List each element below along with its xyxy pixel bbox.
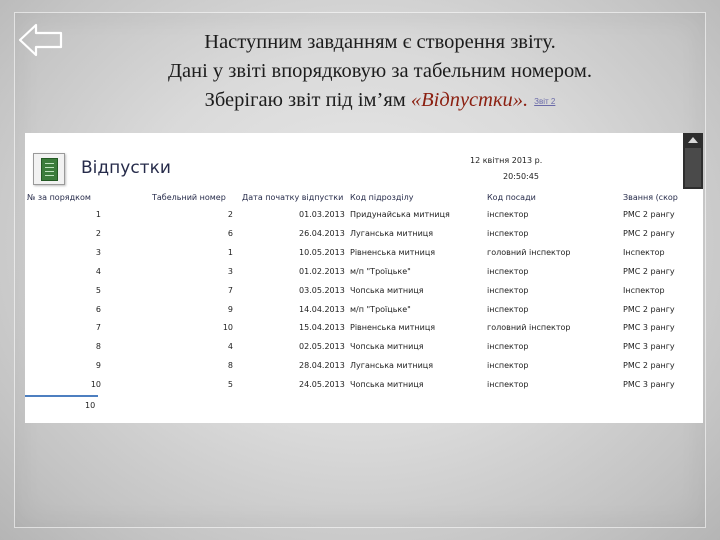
- report-icon: [33, 153, 65, 185]
- cell-department: Луганська митниця: [350, 361, 434, 371]
- cell-rank: Інспектор: [623, 247, 665, 257]
- cell-position: інспектор: [487, 380, 529, 390]
- cell-vacation-start: 02.05.2013: [299, 342, 345, 352]
- cell-department: Придунайська митниця: [350, 210, 450, 219]
- table-row: [25, 320, 703, 338]
- cell-department: Чопська митниця: [350, 285, 424, 295]
- cell-rank: РМС 2 рангу: [623, 266, 675, 276]
- column-header-position: Код посади: [487, 193, 536, 202]
- cell-rank: РМС 2 рангу: [623, 210, 675, 219]
- slide-title: [100, 28, 660, 116]
- cell-vacation-start: 14.04.2013: [299, 304, 345, 314]
- cell-vacation-start: 15.04.2013: [299, 323, 345, 333]
- cell-position: головний інспектор: [487, 323, 571, 333]
- cell-position: інспектор: [487, 342, 529, 352]
- cell-vacation-start: 01.03.2013: [299, 210, 345, 219]
- column-header-order: № за порядком: [27, 193, 91, 202]
- table-row: [25, 207, 703, 225]
- cell-position: інспектор: [487, 266, 529, 276]
- title-line-1: Наступним завданням є створення звіту.: [204, 31, 556, 53]
- cell-vacation-start: 24.05.2013: [299, 380, 345, 390]
- table-row: [25, 264, 703, 282]
- report-name-highlight: «Відпустки».: [410, 89, 529, 111]
- column-header-tab-number: Табельний номер: [152, 193, 226, 202]
- table-header: [25, 191, 703, 205]
- cell-order: 9: [95, 361, 101, 371]
- report-time: 20:50:45: [503, 172, 539, 181]
- cell-position: інспектор: [487, 228, 529, 238]
- cell-tab-number: 10: [222, 323, 233, 333]
- summary-divider: [25, 395, 98, 397]
- scroll-up-icon[interactable]: [688, 137, 698, 143]
- report-date: 12 квітня 2013 р.: [470, 156, 543, 165]
- cell-rank: РМС 3 рангу: [623, 380, 675, 390]
- cell-vacation-start: 03.05.2013: [299, 285, 345, 295]
- table-row: [25, 283, 703, 301]
- cell-rank: РМС 2 рангу: [623, 361, 675, 371]
- cell-department: Рівненська митниця: [350, 323, 436, 333]
- column-header-vacation-start: Дата початку відпустки: [242, 193, 344, 202]
- cell-order: 2: [95, 228, 101, 238]
- cell-tab-number: 8: [227, 361, 233, 371]
- table-row: [25, 302, 703, 320]
- cell-tab-number: 4: [227, 342, 233, 352]
- table-row: [25, 377, 703, 395]
- column-header-department: Код підрозділу: [350, 193, 414, 202]
- cell-position: інспектор: [487, 304, 529, 314]
- cell-rank: Інспектор: [623, 285, 665, 295]
- cell-order: 7: [95, 323, 101, 333]
- cell-rank: РМС 3 рангу: [623, 323, 675, 333]
- scroll-thumb[interactable]: [685, 148, 701, 187]
- table-row: [25, 245, 703, 263]
- cell-order: 6: [95, 304, 101, 314]
- cell-tab-number: 5: [227, 380, 233, 390]
- cell-tab-number: 1: [227, 247, 233, 257]
- cell-rank: РМС 3 рангу: [623, 342, 675, 352]
- cell-order: 5: [95, 285, 101, 295]
- cell-department: м/п "Троїцьке": [350, 266, 411, 276]
- cell-tab-number: 6: [227, 228, 233, 238]
- scrollbar[interactable]: [683, 133, 703, 189]
- cell-vacation-start: 01.02.2013: [299, 266, 345, 276]
- cell-department: м/п "Троїцьке": [350, 304, 411, 314]
- cell-vacation-start: 28.04.2013: [299, 361, 345, 371]
- cell-position: інспектор: [487, 210, 529, 219]
- cell-position: інспектор: [487, 285, 529, 295]
- cell-order: 3: [95, 247, 101, 257]
- title-line-3-prefix: Зберігаю звіт під ім’ям: [204, 89, 411, 111]
- summary-count: 10: [85, 401, 96, 410]
- back-arrow-icon[interactable]: [18, 22, 64, 58]
- cell-order: 4: [95, 266, 101, 276]
- cell-vacation-start: 26.04.2013: [299, 228, 345, 238]
- table-row: [25, 339, 703, 357]
- title-line-2: Дані у звіті впорядковую за табельним номером.: [168, 60, 592, 82]
- cell-department: Чопська митниця: [350, 380, 424, 390]
- cell-order: 8: [95, 342, 101, 352]
- cell-department: Рівненська митниця: [350, 247, 436, 257]
- cell-vacation-start: 10.05.2013: [299, 247, 345, 257]
- cell-rank: РМС 2 рангу: [623, 304, 675, 314]
- cell-tab-number: 3: [227, 266, 233, 276]
- cell-rank: РМС 2 рангу: [623, 228, 675, 238]
- report-preview: [25, 133, 703, 423]
- table-row: [25, 226, 703, 244]
- report-title: Відпустки: [81, 158, 171, 178]
- cell-department: Чопська митниця: [350, 342, 424, 352]
- cell-department: Луганська митниця: [350, 228, 434, 238]
- cell-tab-number: 2: [227, 210, 233, 219]
- cell-tab-number: 9: [227, 304, 233, 314]
- cell-order: 10: [90, 380, 101, 390]
- column-header-rank: Звання (скор: [623, 193, 678, 202]
- cell-tab-number: 7: [227, 285, 233, 295]
- cell-position: головний інспектор: [487, 247, 571, 257]
- report-2-link[interactable]: Звіт 2: [534, 96, 556, 106]
- cell-order: 1: [95, 210, 101, 219]
- table-row: [25, 358, 703, 376]
- title-line-3: [100, 86, 660, 116]
- cell-position: інспектор: [487, 361, 529, 371]
